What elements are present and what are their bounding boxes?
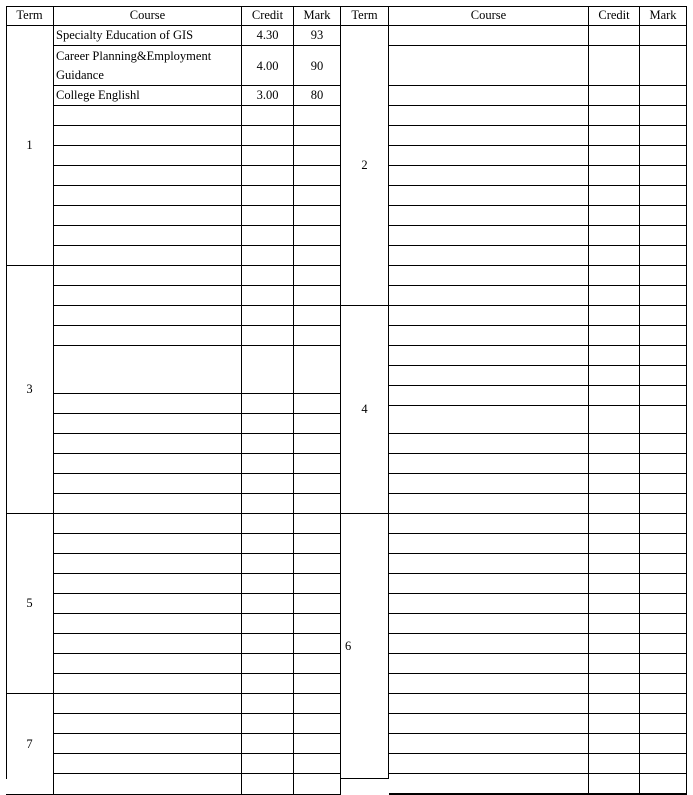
credit-cell [589,554,640,574]
credit-cell [589,46,640,86]
mark-cell [294,166,341,186]
credit-cell [589,246,640,266]
header-mark-left: Mark [294,6,341,26]
credit-cell [242,594,294,614]
mark-cell [294,394,341,414]
mark-cell [294,694,341,714]
credit-cell [242,266,294,286]
course-cell: Specialty Education of GIS [54,26,242,46]
course-cell: College Englishl [54,86,242,106]
credit-cell [589,634,640,654]
course-cell [54,754,242,774]
credit-cell [242,286,294,306]
mark-cell [640,694,687,714]
course-cell [54,414,242,434]
mark-cell [640,614,687,634]
mark-cell [294,714,341,734]
course-cell [389,206,589,226]
mark-cell [294,246,341,266]
credit-cell [242,574,294,594]
course-cell [54,454,242,474]
credit-cell [242,634,294,654]
mark-cell: 90 [294,46,341,86]
credit-cell [589,694,640,714]
term-label-left: 1 [6,26,54,266]
mark-cell [294,634,341,654]
credit-cell [242,326,294,346]
credit-cell [242,166,294,186]
credit-cell [589,346,640,366]
course-cell [389,406,589,434]
mark-cell [294,774,341,795]
credit-cell [589,386,640,406]
course-cell [54,494,242,514]
credit-cell [589,534,640,554]
credit-cell [242,146,294,166]
term-label-left: 5 [6,514,54,694]
course-cell [389,246,589,266]
credit-cell [242,774,294,795]
mark-cell [294,754,341,774]
credit-cell [242,754,294,774]
credit-cell [589,654,640,674]
course-cell [54,774,242,795]
mark-cell [640,714,687,734]
mark-cell [640,166,687,186]
mark-cell [640,326,687,346]
course-cell [389,126,589,146]
course-cell [389,734,589,754]
course-cell [54,614,242,634]
credit-cell [589,286,640,306]
mark-cell [640,654,687,674]
course-cell [54,534,242,554]
credit-cell [589,714,640,734]
course-cell [54,326,242,346]
mark-cell [294,186,341,206]
credit-cell [242,246,294,266]
header-course-left: Course [54,6,242,26]
credit-cell [589,186,640,206]
course-cell [54,734,242,754]
course-cell [54,434,242,454]
course-cell [389,434,589,454]
course-cell [54,246,242,266]
course-cell [54,346,242,394]
course-cell [54,694,242,714]
credit-cell [242,106,294,126]
credit-cell: 4.30 [242,26,294,46]
course-cell [54,206,242,226]
mark-cell [294,654,341,674]
course-cell [389,694,589,714]
course-cell [389,714,589,734]
course-cell [389,26,589,46]
course-cell [389,386,589,406]
course-cell [389,474,589,494]
credit-cell [242,614,294,634]
course-cell [54,594,242,614]
mark-cell [294,206,341,226]
transcript-table [6,6,687,779]
mark-cell [640,126,687,146]
course-cell [54,714,242,734]
course-cell [54,266,242,286]
credit-cell [589,306,640,326]
credit-cell [242,186,294,206]
course-cell [54,634,242,654]
mark-cell [294,434,341,454]
course-cell [54,166,242,186]
course-cell [54,474,242,494]
mark-cell [640,514,687,534]
mark-cell [294,146,341,166]
mark-cell [640,634,687,654]
credit-cell [589,774,640,794]
course-cell [54,394,242,414]
credit-cell [589,434,640,454]
mark-cell [640,306,687,326]
course-cell: Career Planning&Employment Guidance [54,46,242,86]
course-cell [389,366,589,386]
course-cell [389,226,589,246]
credit-cell [589,106,640,126]
mark-cell [640,594,687,614]
credit-cell [589,594,640,614]
mark-cell [294,674,341,694]
mark-cell [640,86,687,106]
course-cell [389,654,589,674]
credit-cell [242,346,294,394]
mark-cell [294,266,341,286]
credit-cell [242,494,294,514]
mark-cell [294,594,341,614]
mark-cell [640,186,687,206]
course-cell [54,306,242,326]
course-cell [54,674,242,694]
course-cell [389,326,589,346]
course-cell [54,186,242,206]
mark-cell [640,734,687,754]
term-label-right: 2 [341,26,389,306]
mark-cell [294,106,341,126]
course-cell [389,46,589,86]
mark-cell [294,286,341,306]
mark-cell [640,146,687,166]
mark-cell [294,734,341,754]
course-cell [389,614,589,634]
credit-cell [242,694,294,714]
course-cell [54,554,242,574]
mark-cell [640,406,687,434]
credit-cell: 3.00 [242,86,294,106]
mark-cell [294,574,341,594]
credit-cell [589,206,640,226]
credit-cell [242,534,294,554]
header-course-right: Course [389,6,589,26]
course-cell [389,346,589,366]
credit-cell [242,454,294,474]
mark-cell [640,454,687,474]
credit-cell [589,614,640,634]
course-cell [389,286,589,306]
course-cell [389,634,589,654]
mark-cell [640,534,687,554]
header-mark-right: Mark [640,6,687,26]
course-cell [389,774,589,794]
term-label-left: 3 [6,266,54,514]
mark-cell [294,226,341,246]
mark-cell [640,226,687,246]
credit-cell [589,734,640,754]
header-credit-left: Credit [242,6,294,26]
credit-cell [242,714,294,734]
mark-cell [294,346,341,394]
course-cell [389,146,589,166]
credit-cell [589,494,640,514]
mark-cell [294,414,341,434]
mark-cell [640,266,687,286]
mark-cell [640,474,687,494]
mark-cell [294,534,341,554]
mark-cell [640,754,687,774]
course-cell [389,574,589,594]
term-label-right: 6 [341,514,389,779]
mark-cell [640,774,687,794]
mark-cell [640,386,687,406]
course-cell [389,534,589,554]
mark-cell [640,434,687,454]
mark-cell [294,514,341,534]
course-cell [54,574,242,594]
course-cell [389,554,589,574]
mark-cell [640,366,687,386]
mark-cell: 93 [294,26,341,46]
course-cell [389,454,589,474]
credit-cell [242,734,294,754]
course-cell [54,286,242,306]
course-cell [389,106,589,126]
mark-cell [294,306,341,326]
course-cell [389,494,589,514]
term-label-right: 4 [341,306,389,514]
credit-cell [589,406,640,434]
credit-cell [589,674,640,694]
mark-cell [640,286,687,306]
mark-cell [294,614,341,634]
credit-cell [242,654,294,674]
credit-cell [589,166,640,186]
credit-cell [589,146,640,166]
mark-cell [640,346,687,366]
course-cell [389,306,589,326]
credit-cell [242,674,294,694]
credit-cell [589,86,640,106]
course-cell [389,594,589,614]
credit-cell [242,554,294,574]
mark-cell [640,46,687,86]
credit-cell [242,434,294,454]
credit-cell [242,474,294,494]
header-credit-right: Credit [589,6,640,26]
credit-cell [589,266,640,286]
credit-cell [242,126,294,146]
credit-cell [242,306,294,326]
course-cell [54,106,242,126]
course-cell [389,166,589,186]
credit-cell [589,366,640,386]
mark-cell [294,126,341,146]
mark-cell [640,494,687,514]
header-term-left: Term [6,6,54,26]
credit-cell [242,414,294,434]
course-cell [389,754,589,774]
credit-cell [242,394,294,414]
mark-cell [640,206,687,226]
mark-cell [294,494,341,514]
mark-cell [294,554,341,574]
credit-cell [589,574,640,594]
credit-cell [242,514,294,534]
mark-cell [640,674,687,694]
course-cell [54,514,242,534]
mark-cell [294,474,341,494]
credit-cell [589,226,640,246]
header-term-right: Term [341,6,389,26]
mark-cell [294,454,341,474]
credit-cell [589,454,640,474]
mark-cell [640,574,687,594]
course-cell [54,654,242,674]
course-cell [389,186,589,206]
credit-cell [589,126,640,146]
credit-cell [589,326,640,346]
course-cell [389,86,589,106]
credit-cell [589,26,640,46]
course-cell [54,146,242,166]
credit-cell: 4.00 [242,46,294,86]
course-cell [389,514,589,534]
credit-cell [242,206,294,226]
credit-cell [589,754,640,774]
credit-cell [242,226,294,246]
course-cell [54,226,242,246]
term-label-left: 7 [6,694,54,795]
mark-cell [640,554,687,574]
mark-cell [640,26,687,46]
mark-cell: 80 [294,86,341,106]
mark-cell [640,246,687,266]
mark-cell [640,106,687,126]
course-cell [389,674,589,694]
mark-cell [294,326,341,346]
credit-cell [589,514,640,534]
credit-cell [589,474,640,494]
course-cell [389,266,589,286]
course-cell [54,126,242,146]
